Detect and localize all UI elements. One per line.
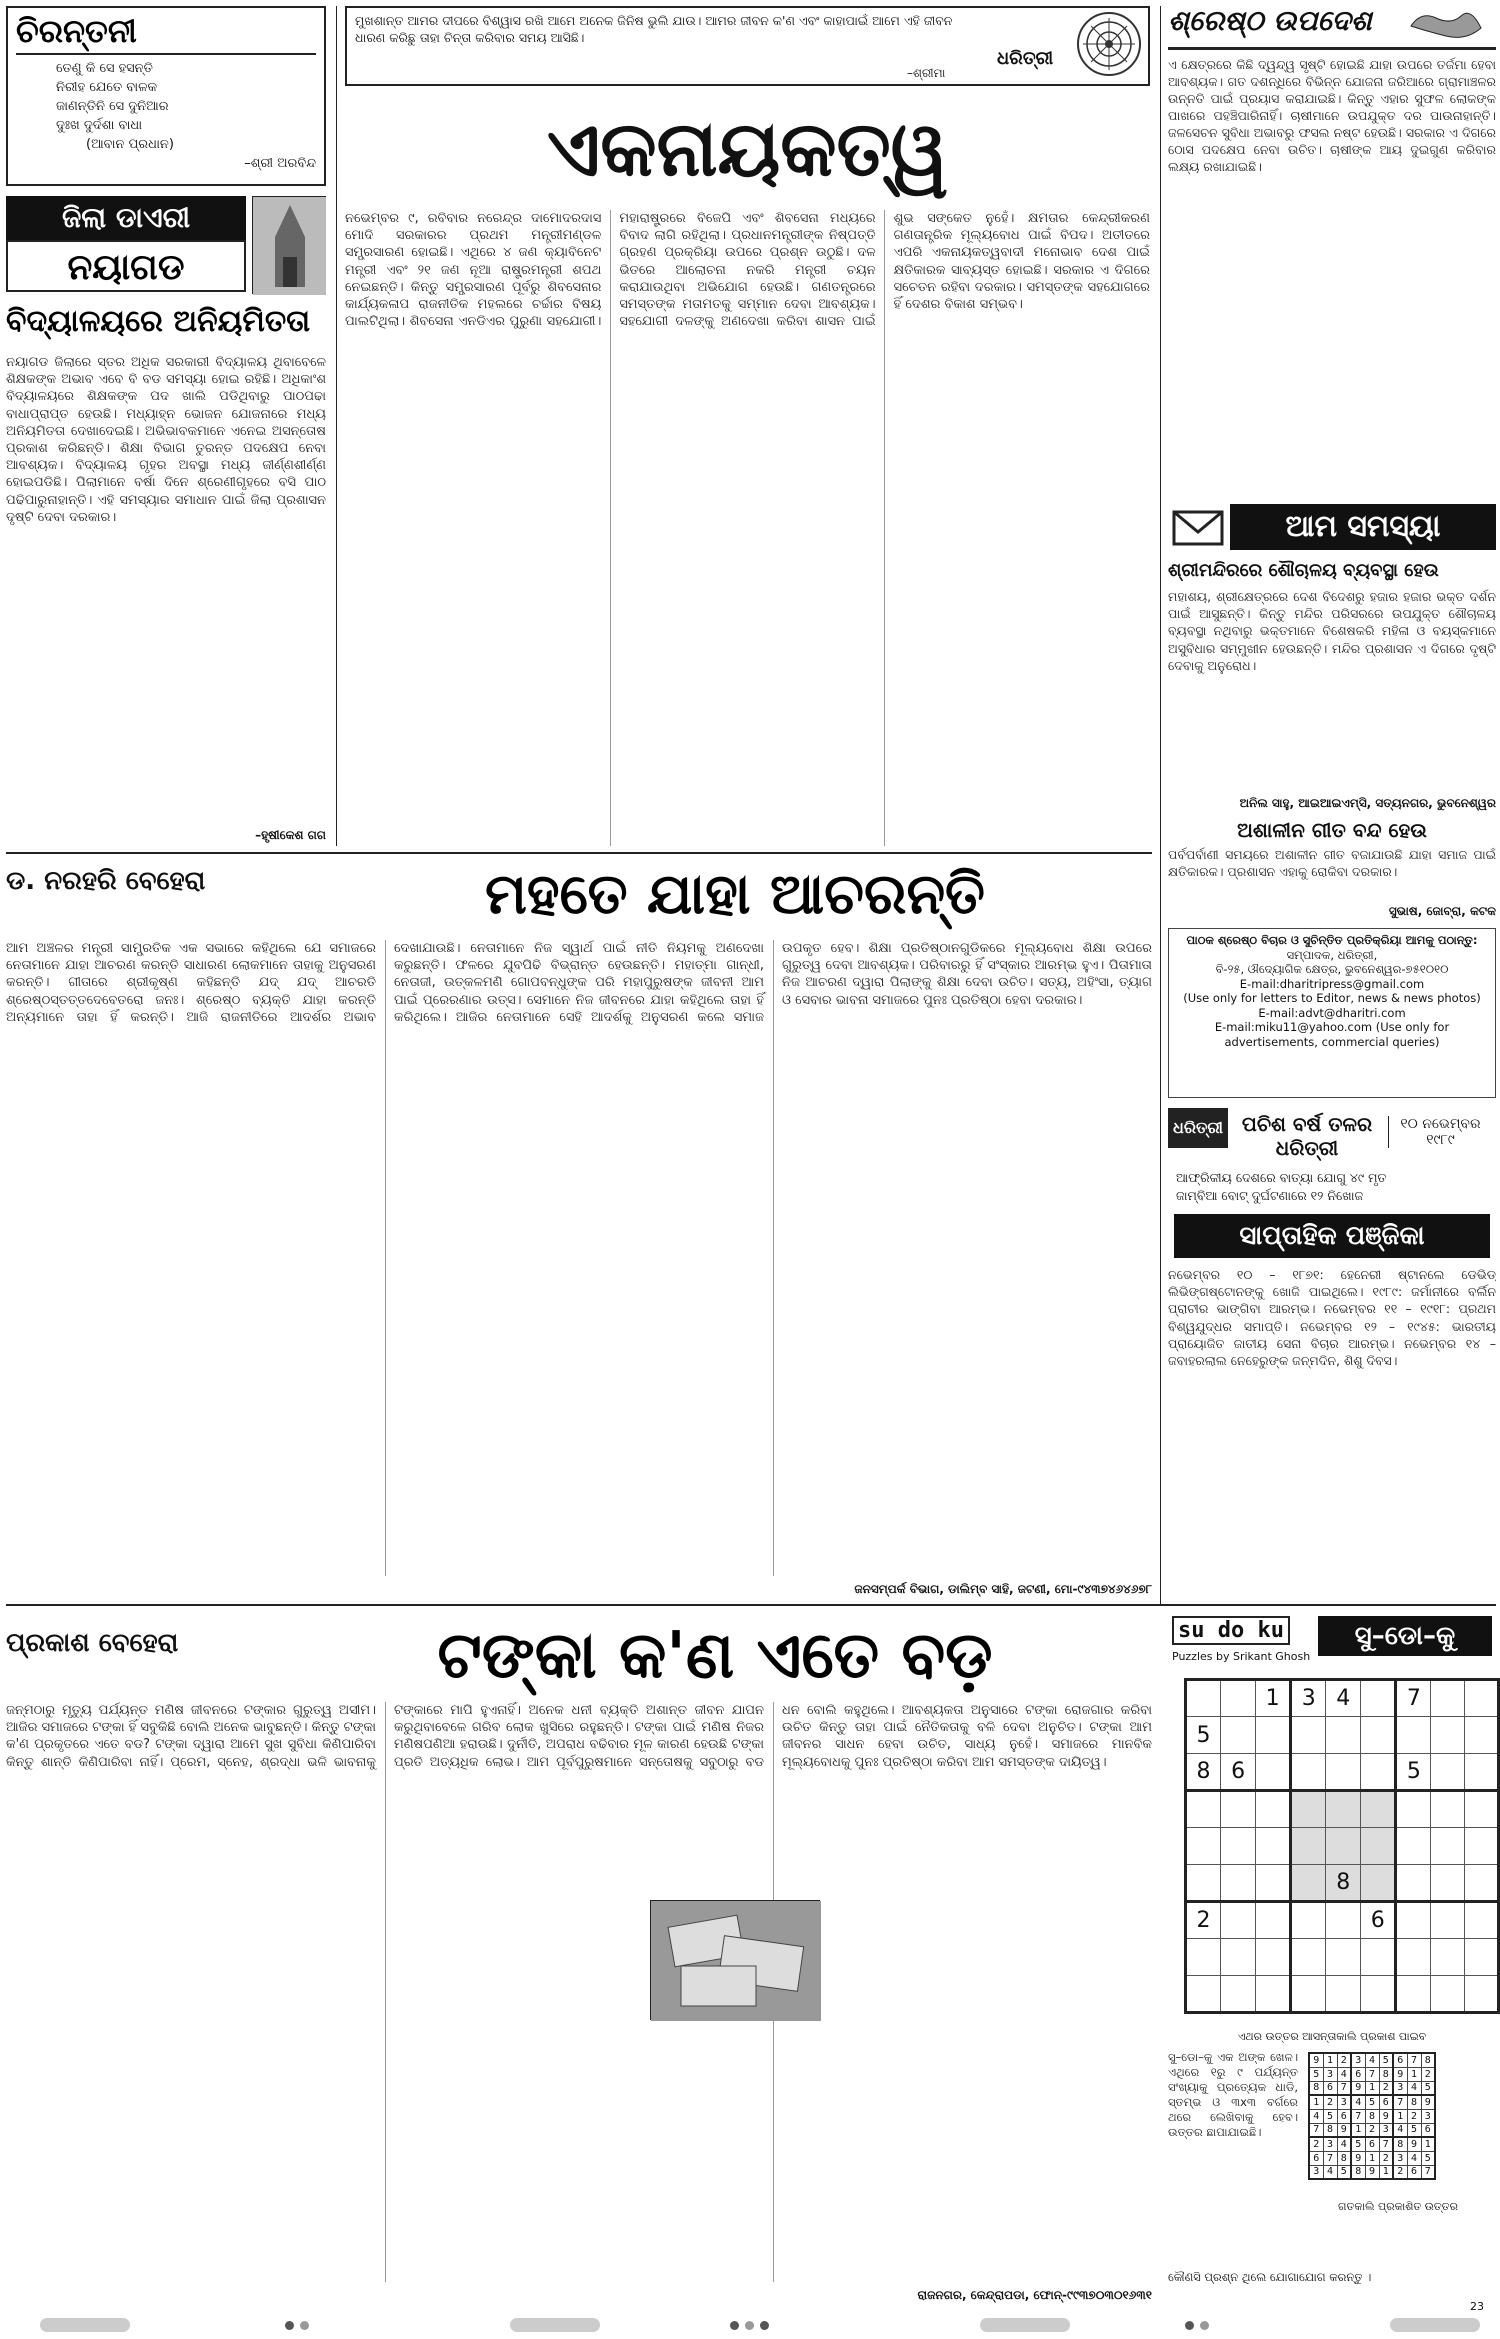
sudoku-solution-cell: 2: [1337, 2053, 1351, 2067]
sudoku-cell[interactable]: [1256, 1976, 1291, 2013]
sudoku-cell[interactable]: [1431, 1754, 1465, 1791]
sudoku-solution-cell: 7: [1351, 2109, 1365, 2123]
sudoku-solution-cell: 7: [1393, 2095, 1407, 2109]
sudoku-cell[interactable]: 4: [1326, 1680, 1361, 1717]
panjika-body: ନଭେମ୍ବର ୧୦ – ୧୮୭୧: ହେନେରୀ ଷ୍ଟାନଲେ ଡେଭିଡ୍ ଲିଭିଙ୍ଗଷ୍ଟୋନଙ୍କୁ ଖୋଜି ପାଇଥିଲେ। ୧୯୮୯: ଜର୍ମାନୀରେ ବର୍ଲିନ ପ୍ରାଚୀର ଭାଙ୍ଗିବା ଆରମ୍ଭ। ନଭେମ୍ବର ୧୧ – ୧୯୧୮: ପ୍ରଥମ ବିଶ୍ୱଯୁଦ୍ଧର ସମାପ୍ତି। ନଭେମ୍ବର ୧୨ – ୧୯୪୫: ଭାରତୀୟ ପ୍ରାୟୋଜିତ ଜାତୀୟ ସେନା ବିଚାର ଆରମ୍ଭ। ନଭେମ୍ବର ୧୪ – ଜବାହରଲାଲ ନେହେରୁଙ୍କ ଜନ୍ମଦିନ, ଶିଶୁ ଦିବସ।: [1168, 1267, 1496, 1369]
sudoku-credit: Puzzles by Srikant Ghosh: [1172, 1650, 1311, 1663]
sudoku-cell[interactable]: [1186, 1939, 1221, 1976]
sudoku-solution-cell: 3: [1379, 2123, 1393, 2137]
sudoku-cell[interactable]: 6: [1361, 1902, 1396, 1939]
sudoku-cell[interactable]: 5: [1396, 1754, 1431, 1791]
sudoku-cell[interactable]: [1396, 1976, 1431, 2013]
sudoku-cell[interactable]: [1431, 1828, 1465, 1865]
opinion-title: ଶ୍ରେଷ୍ଠ ଉପଦେଶ: [1168, 4, 1372, 37]
sudoku-sol-caption: ଗତକାଲି ପ୍ରକାଶିତ ଉତ୍ତର: [1338, 2200, 1458, 2213]
sudoku-cell[interactable]: [1396, 1939, 1431, 1976]
sudoku-solution-cell: 9: [1337, 2123, 1351, 2137]
poem-line: ନିରୀହ ଯେତେ ବାଳକ: [56, 80, 158, 95]
sudoku-cell[interactable]: [1326, 1791, 1361, 1828]
sudoku-logo-odia: ସୁ–ଡୋ–କୁ: [1318, 1616, 1492, 1656]
sudoku-cell[interactable]: [1291, 1976, 1326, 2013]
page-number: 23: [1470, 2300, 1484, 2313]
sudoku-cell[interactable]: [1465, 1828, 1499, 1865]
page-decor: [745, 2321, 754, 2330]
sudoku-solution-cell: 2: [1379, 2081, 1393, 2095]
sudoku-solution-cell: 5: [1309, 2067, 1323, 2081]
sudoku-cell[interactable]: [1465, 1976, 1499, 2013]
sudoku-solution-cell: 3: [1421, 2109, 1435, 2123]
contact-email[interactable]: E-mail:dharitripress@gmail.com: [1239, 976, 1425, 991]
poem-line: ଦୁଃଖ ଦୁର୍ଦଶା ବାଧା: [56, 118, 143, 133]
sudoku-solution-cell: 4: [1337, 2137, 1351, 2151]
sudoku-solution-cell: 7: [1323, 2151, 1337, 2165]
sudoku-solution-cell: 3: [1393, 2081, 1407, 2095]
sudoku-solution-cell: 1: [1393, 2109, 1407, 2123]
sudoku-solution-cell: 3: [1323, 2137, 1337, 2151]
sudoku-solution-cell: 1: [1309, 2095, 1323, 2109]
dist-diary-box: [6, 196, 326, 296]
dist-diary-label: ଜିଲା ଡାଏରୀ: [6, 196, 246, 240]
sudoku-cell[interactable]: [1465, 1902, 1499, 1939]
sudoku-cell[interactable]: [1361, 1791, 1396, 1828]
sudoku-solution-cell: 4: [1351, 2095, 1365, 2109]
sudoku-solution-cell: 1: [1421, 2137, 1435, 2151]
sudoku-cell[interactable]: [1465, 1680, 1499, 1717]
sudoku-header: [1168, 1612, 1496, 1672]
sudoku-cell[interactable]: [1186, 1828, 1221, 1865]
sudoku-cell[interactable]: 5: [1186, 1717, 1221, 1754]
contact-box: [1168, 928, 1496, 1098]
sudoku-solution-cell: 5: [1365, 2095, 1379, 2109]
contact-line: ପାଠକ ଶ୍ରେଷ୍ଠ ବିଚାର ଓ ସୁଚିନ୍ତିତ ପ୍ରତିକ୍ରିୟା ଆମକୁ ପଠାନ୍ତୁ:: [1186, 933, 1478, 947]
sudoku-cell[interactable]: [1361, 1754, 1396, 1791]
sudoku-solution-cell: 9: [1351, 2081, 1365, 2095]
sudoku-cell[interactable]: 3: [1291, 1680, 1326, 1717]
sudoku-cell[interactable]: [1465, 1754, 1499, 1791]
sudoku-cell[interactable]: [1221, 1680, 1256, 1717]
sudoku-solution-cell: 2: [1309, 2137, 1323, 2151]
article1-headline: ବିଦ୍ୟାଳୟରେ ଅନିୟମିତତା: [6, 304, 311, 339]
page-decor: [1200, 2321, 1209, 2330]
sudoku-solution-cell: 7: [1337, 2081, 1351, 2095]
sudoku-cell[interactable]: 8: [1326, 1865, 1361, 1902]
sudoku-cell[interactable]: [1431, 1939, 1465, 1976]
sudoku-cell[interactable]: [1431, 1680, 1465, 1717]
chirantani-author: –ଶ୍ରୀ ଅରବିନ୍ଦ: [244, 156, 316, 171]
sudoku-cell[interactable]: [1396, 1902, 1431, 1939]
sudoku-cell[interactable]: [1465, 1791, 1499, 1828]
sudoku-cell[interactable]: [1256, 1865, 1291, 1902]
sudoku-solution-cell: 1: [1365, 2081, 1379, 2095]
sudoku-cell[interactable]: [1361, 1939, 1396, 1976]
right-top-body: ଏ କ୍ଷେତ୍ରରେ କିଛି ଦ୍ୱନ୍ଦ୍ୱ ସୃଷ୍ଟି ହୋଇଛି ଯାହା ଉପରେ ତର୍ଜମା ହେବା ଆବଶ୍ୟକ। ଗତ ଦଶନ୍ଧିରେ ବିଭିନ୍ନ ଯୋଜନା ଜରିଆରେ ଗ୍ରାମାଞ୍ଚଳର ଉନ୍ନତି ପାଇଁ ପ୍ରୟାସ କରାଯାଇଛି। କିନ୍ତୁ ଏହାର ସୁଫଳ ଲୋକଙ୍କ ପାଖରେ ପହଞ୍ଚିପାରିନାହିଁ। ଚାଷୀମାନେ ଉପଯୁକ୍ତ ଦର ପାଉନାହାନ୍ତି। ଜଳସେଚନ ସୁବିଧା ଅଭାବରୁ ଫସଲ ନଷ୍ଟ ହେଉଛି। ସରକାର ଏ ଦିଗରେ ଠୋସ ପଦକ୍ଷେପ ନେବା ଉଚିତ। ଚାଷୀଙ୍କ ଆୟ ଦୁଇଗୁଣ କରିବାର ଲକ୍ଷ୍ୟ ରଖାଯାଇଛି।: [1168, 57, 1496, 174]
sudoku-cell[interactable]: [1326, 1828, 1361, 1865]
sudoku-solution-cell: 8: [1407, 2095, 1421, 2109]
twentyfive-logo: ଧରିତ୍ରୀ: [1168, 1108, 1228, 1148]
article2-headline: ମହତେ ଯାହା ଆଚରନ୍ତି: [485, 862, 985, 927]
sudoku-solution-cell: 2: [1421, 2067, 1435, 2081]
sudoku-solution-cell: 3: [1351, 2053, 1365, 2067]
page-decor: [1390, 2318, 1480, 2332]
sudoku-solution-cell: 2: [1407, 2109, 1421, 2123]
sudoku-solution-cell: 4: [1337, 2067, 1351, 2081]
sudoku-solution-cell: 8: [1365, 2109, 1379, 2123]
sudoku-cell[interactable]: [1361, 1828, 1396, 1865]
article1-body: ନୟାଗଡ ଜିଲାରେ ସ୍ତର ଅଧିକ ସରକାରୀ ବିଦ୍ୟାଳୟ ଥିବାବେଳେ ଶିକ୍ଷକଙ୍କ ଅଭାବ ଏବେ ବି ବଡ ସମସ୍ୟା ହୋଇ ରହିଛି। ଅଧିକାଂଶ ବିଦ୍ୟାଳୟରେ ଶିକ୍ଷକଙ୍କ ପଦ ଖାଲି ପଡିଥିବାରୁ ପାଠପଢା ବାଧାପ୍ରାପ୍ତ ହେଉଛି। ମଧ୍ୟାହ୍ନ ଭୋଜନ ଯୋଜନାରେ ମଧ୍ୟ ଅନିୟମିତତା ଦେଖାଦେଇଛି। ଅଭିଭାବକମାନେ ଏନେଇ ଅସନ୍ତୋଷ ପ୍ରକାଶ କରିଛନ୍ତି। ଶିକ୍ଷା ବିଭାଗ ତୁରନ୍ତ ପଦକ୍ଷେପ ନେବା ଆବଶ୍ୟକ। ବିଦ୍ୟାଳୟ ଗୃହର ଅବସ୍ଥା ମଧ୍ୟ ଜୀର୍ଣ୍ଣଶୀର୍ଣ୍ଣ ହୋଇପଡିଛି। ପିଲାମାନେ ବର୍ଷା ଦିନେ ଶ୍ରେଣୀଗୃହରେ ବସି ପାଠ ପଢିପାରୁନାହାନ୍ତି। ଏହି ସମସ୍ୟାର ସମାଧାନ ପାଇଁ ଜିଲା ପ୍ରଶାସନ ଦୃଷ୍ଟି ଦେବା ଦରକାର।: [6, 355, 326, 525]
article2-author: ଡ. ନରହରି ବେହେରା: [6, 866, 206, 896]
chirantani-box: [6, 6, 326, 186]
poem-line: ଜାଣନ୍ତିନି ସେ ଦୁନିଆର: [56, 99, 169, 114]
sudoku-cell[interactable]: [1186, 1680, 1221, 1717]
dharitri-logo-small: ଧରିତ୍ରୀ: [997, 48, 1054, 69]
sudoku-solution-cell: 3: [1323, 2067, 1337, 2081]
sudoku-cell[interactable]: 8: [1186, 1754, 1221, 1791]
sudoku-solution-cell: 9: [1309, 2053, 1323, 2067]
sudoku-solution-cell: 5: [1407, 2123, 1421, 2137]
letter1-body: ମହାଶୟ, ଶ୍ରୀକ୍ଷେତ୍ରରେ ଦେଶ ବିଦେଶରୁ ହଜାର ହଜାର ଭକ୍ତ ଦର୍ଶନ ପାଇଁ ଆସୁଛନ୍ତି। କିନ୍ତୁ ମନ୍ଦିର ପରିସରରେ ଉପଯୁକ୍ତ ଶୌଚାଳୟ ବ୍ୟବସ୍ଥା ନଥିବାରୁ ଭକ୍ତମାନେ ବିଶେଷକରି ମହିଳା ଓ ବୟସ୍କମାନେ ଅସୁବିଧାର ସମ୍ମୁଖୀନ ହେଉଛନ୍ତି। ମନ୍ଦିର ପ୍ରଶାସନ ଏ ଦିଗରେ ଦୃଷ୍ଟି ଦେବାକୁ ଅନୁରୋଧ।: [1168, 589, 1496, 673]
page-decor: [510, 2318, 600, 2332]
letters-banner-label: ଆମ ସମସ୍ୟା: [1230, 504, 1496, 550]
sudoku-cell[interactable]: [1291, 1791, 1326, 1828]
sudoku-solution-cell: 8: [1323, 2123, 1337, 2137]
letter2-byline: ସୁଭାଷ, ଜୋବ୍ରା, କଟକ: [1388, 904, 1496, 918]
sudoku-note: କୌଣସି ପ୍ରଶ୍ନ ଥିଲେ ଯୋଗାଯୋଗ କରନ୍ତୁ ।: [1168, 2270, 1372, 2284]
sudoku-solution-cell: 9: [1379, 2109, 1393, 2123]
sudoku-solution-cell: 1: [1407, 2067, 1421, 2081]
section-divider: [6, 1604, 1496, 1606]
sudoku-cell[interactable]: [1291, 1717, 1326, 1754]
sudoku-solution-cell: 4: [1407, 2081, 1421, 2095]
sudoku-solution-cell: 8: [1421, 2053, 1435, 2067]
sudoku-solution-cell: 6: [1379, 2095, 1393, 2109]
sudoku-cell[interactable]: [1186, 1976, 1221, 2013]
opinion-header: [1168, 4, 1496, 50]
article2-body: ଆମ ଅଞ୍ଚଳର ମନ୍ତ୍ରୀ ସାମ୍ପ୍ରତିକ ଏକ ସଭାରେ କହିଥିଲେ ଯେ ସମାଜରେ ନେତାମାନେ ଯାହା ଆଚରଣ କରନ୍ତି ସାଧାରଣ ଲୋକମାନେ ତାହାକୁ ଅନୁସରଣ କରନ୍ତି। ଗୀତାରେ ଶ୍ରୀକୃଷ୍ଣ କହିଛନ୍ତି ଯଦ୍ ଯଦ୍ ଆଚରତି ଶ୍ରେଷ୍ଠସ୍ତତ୍ତଦେବେତରୋ ଜନଃ। ଶ୍ରେଷ୍ଠ ବ୍ୟକ୍ତି ଯାହା କରନ୍ତି ଅନ୍ୟମାନେ ତାହା ହିଁ କରନ୍ତି। ଆଜି ରାଜନୀତିରେ ଆଦର୍ଶର ଅଭାବ ଦେଖାଯାଉଛି। ନେତାମାନେ ନିଜ ସ୍ୱାର୍ଥ ପାଇଁ ନୀତି ନିୟମକୁ ଅଣଦେଖା କରୁଛନ୍ତି। ଫଳରେ ଯୁବପିଢି ବିଭ୍ରାନ୍ତ ହେଉଛନ୍ତି। ମହାତ୍ମା ଗାନ୍ଧୀ, ନେତାଜୀ, ଉତ୍କଳମଣି ଗୋପବନ୍ଧୁଙ୍କ ପରି ମହାପୁରୁଷଙ୍କ ଜୀବନୀ ଆମ ପାଇଁ ପ୍ରେରଣାର ଉତ୍ସ। ସେମାନେ ନିଜ ଜୀବନରେ ଯାହା କହିଥିଲେ ତାହା ହିଁ କରିଥିଲେ। ଆଜିର ନେତାମାନେ ସେହି ଆଦର୍ଶକୁ ଅନୁସରଣ କଲେ ସମାଜ ଉପକୃତ ହେବ। ଶିକ୍ଷା ପ୍ରତିଷ୍ଠାନଗୁଡିକରେ ମୂଲ୍ୟବୋଧ ଶିକ୍ଷା ଉପରେ ଗୁରୁତ୍ୱ ଦେବା ଆବଶ୍ୟକ। ପରିବାରରୁ ହିଁ ସଂସ୍କାର ଆରମ୍ଭ ହୁଏ। ପିତାମାତା ନିଜ ଆଚରଣ ଦ୍ୱାରା ପିଲାଙ୍କୁ ଶିକ୍ଷା ଦେବା ଉଚିତ। ସତ୍ୟ, ଅହିଂସା, ତ୍ୟାଗ ଓ ସେବାର ଭାବନା ସମାଜରେ ପୁନଃ ପ୍ରତିଷ୍ଠା ହେବା ଦରକାର।: [6, 941, 1152, 1025]
sudoku-solution-cell: 7: [1407, 2053, 1421, 2067]
sudoku-solution: [1308, 2052, 1436, 2180]
sudoku-solution-cell: 1: [1351, 2123, 1365, 2137]
article3-body: ଜନ୍ମଠାରୁ ମୃତ୍ୟୁ ପର୍ଯ୍ୟନ୍ତ ମଣିଷ ଜୀବନରେ ଟଙ୍କାର ଗୁରୁତ୍ୱ ଅସୀମ। ଆଜିର ସମାଜରେ ଟଙ୍କା ହିଁ ସବୁକିଛି ବୋଲି ଅନେକ ଭାବୁଛନ୍ତି। କିନ୍ତୁ ଟଙ୍କା କ'ଣ ପ୍ରକୃତରେ ଏତେ ବଡ? ଟଙ୍କା ଦ୍ୱାରା ଆମେ ସୁଖ ସୁବିଧା କିଣିପାରିବା କିନ୍ତୁ ଶାନ୍ତି କିଣିପାରିବା ନାହିଁ। ପ୍ରେମ, ସ୍ନେହ, ଶ୍ରଦ୍ଧା ଭଳି ଭାବନାକୁ ଟଙ୍କାରେ ମାପି ହୁଏନାହିଁ। ଅନେକ ଧନୀ ବ୍ୟକ୍ତି ଅଶାନ୍ତ ଜୀବନ ଯାପନ କରୁଥିବାବେଳେ ଗରିବ ଲୋକ ଖୁସିରେ ରହୁଛନ୍ତି। ଟଙ୍କା ପାଇଁ ମଣିଷ ନିଜର ମଣିଷପଣିଆ ହରାଉଛି। ଦୁର୍ନୀତି, ଅପରାଧ ବଢିବାର ମୂଳ କାରଣ ହେଉଛି ଟଙ୍କା ପ୍ରତି ଅତ୍ୟଧିକ ଲୋଭ। ଆମ ପୂର୍ବପୁରୁଷମାନେ ସନ୍ତୋଷକୁ ସବୁଠାରୁ ବଡ ଧନ ବୋଲି କହୁଥିଲେ। ଆବଶ୍ୟକତା ଅନୁସାରେ ଟଙ୍କା ରୋଜଗାର କରିବା ଉଚିତ କିନ୍ତୁ ତାହା ପାଇଁ ନୈତିକତାକୁ ବଳି ଦେବା ଅନୁଚିତ। ଟଙ୍କା ଆମ ଜୀବନର ସାଧନ ହେବା ଉଚିତ, ସାଧ୍ୟ ନୁହେଁ। ସମାଜରେ ମାନବିକ ମୂଲ୍ୟବୋଧକୁ ପୁନଃ ପ୍ରତିଷ୍ଠା କରିବା ଆମ ସମସ୍ତଙ୍କ ଦାୟିତ୍ୱ।: [6, 1703, 1152, 1770]
sudoku-cell[interactable]: [1431, 1717, 1465, 1754]
sudoku-solution-cell: 6: [1393, 2053, 1407, 2067]
article3-author: ପ୍ରକାଶ ବେହେରା: [6, 1628, 179, 1658]
sudoku-solution-cell: 6: [1337, 2109, 1351, 2123]
contact-email[interactable]: E-mail:miku11@yahoo.com (Use only for advertisements, commercial queries): [1214, 1020, 1450, 1049]
article2-byline: ଜନସମ୍ପର୍କ ବିଭାଗ, ଡାଲିମ୍ବ ସାହି, ଜଟଣୀ, ମୋ-୯୪୩୭୪୬୪୬୭୮: [854, 1582, 1152, 1596]
sudoku-cell[interactable]: [1361, 1717, 1396, 1754]
sudoku-cell[interactable]: [1465, 1717, 1499, 1754]
sudoku-cell[interactable]: [1256, 1902, 1291, 1939]
sudoku-solution-cell: 1: [1365, 2151, 1379, 2165]
page-decor: [300, 2321, 309, 2330]
sudoku-solution-cell: 8: [1393, 2137, 1407, 2151]
sudoku-solution-cell: 9: [1393, 2067, 1407, 2081]
sudoku-solution-cell: 6: [1365, 2137, 1379, 2151]
letter1-title: ଶ୍ରୀମନ୍ଦିରରେ ଶୌଚାଳୟ ବ୍ୟବସ୍ଥା ହେଉ: [1168, 560, 1439, 581]
col-divider: [336, 6, 337, 846]
sudoku-solution-cell: 1: [1323, 2053, 1337, 2067]
sudoku-solution-cell: 4: [1323, 2165, 1337, 2179]
sudoku-cell[interactable]: [1361, 1976, 1396, 2013]
twentyfive-item: ଆଫ୍ରିକୀୟ ଦେଶରେ ବାତ୍ୟା ଯୋଗୁ ୪୯ ମୃତ: [1176, 1170, 1387, 1185]
sudoku-solution-cell: 5: [1351, 2137, 1365, 2151]
sudoku-cell[interactable]: [1431, 1791, 1465, 1828]
sudoku-cell[interactable]: [1256, 1939, 1291, 1976]
sudoku-cell[interactable]: [1256, 1754, 1291, 1791]
sudoku-solution-cell: 4: [1407, 2151, 1421, 2165]
sudoku-cell[interactable]: [1396, 1791, 1431, 1828]
twentyfive-box: [1168, 1108, 1496, 1208]
sudoku-solution-cell: 5: [1421, 2081, 1435, 2095]
page-decor: [1185, 2321, 1194, 2330]
sudoku-cell[interactable]: [1396, 1865, 1431, 1902]
sudoku-solution-cell: 8: [1337, 2151, 1351, 2165]
poem-line: (ଆବାନ ପ୍ରଧାନ): [86, 137, 174, 152]
poem-line: ତେଣୁ କି ସେ ହସନ୍ତି: [56, 61, 153, 76]
sudoku-cell[interactable]: [1186, 1791, 1221, 1828]
top-quote-banner: [345, 6, 1150, 86]
panjika-banner: ସାପ୍ତାହିକ ପଞ୍ଜିକା: [1174, 1214, 1490, 1258]
sudoku-cell[interactable]: [1465, 1939, 1499, 1976]
sudoku-solution-cell: 6: [1421, 2123, 1435, 2137]
sudoku-caption: ଏଥର ଉତ୍ତର ଆସନ୍ତାକାଲି ପ୍ରକାଶ ପାଇବ: [1237, 2030, 1427, 2043]
sudoku-cell[interactable]: [1186, 1865, 1221, 1902]
contact-line: ସମ୍ପାଦକ, ଧରିତ୍ରୀ,: [1286, 947, 1378, 962]
sudoku-cell[interactable]: [1396, 1828, 1431, 1865]
sudoku-solution-cell: 2: [1379, 2151, 1393, 2165]
sudoku-cell[interactable]: [1326, 1717, 1361, 1754]
sudoku-cell[interactable]: [1326, 1976, 1361, 2013]
sudoku-solution-cell: 7: [1309, 2123, 1323, 2137]
sudoku-solution-cell: 5: [1337, 2165, 1351, 2179]
article1-byline: –ହୃଷୀକେଶ ଗଗ: [255, 828, 326, 842]
sudoku-cell[interactable]: [1221, 1717, 1256, 1754]
article3-headline: ଟଙ୍କା କ'ଣ ଏତେ ବଡ଼: [437, 1619, 993, 1693]
sudoku-solution-cell: 4: [1365, 2053, 1379, 2067]
sudoku-rules: ସୁ–ଡୋ–କୁ ଏକ ଅଙ୍କ ଖେଳ। ଏଥିରେ ୧ରୁ ୯ ପର୍ଯ୍ୟନ୍ତ ସଂଖ୍ୟାକୁ ପ୍ରତ୍ୟେକ ଧାଡି, ସ୍ତମ୍ଭ ଓ ୩x୩ ବର୍ଗରେ ଥରେ ଲେଖିବାକୁ ହେବ। ଉତ୍ତର ଛାପାଯାଇଛି।: [1168, 2050, 1298, 2139]
sudoku-solution-cell: 7: [1379, 2137, 1393, 2151]
currency-photo: [650, 1900, 820, 2020]
sudoku-solution-cell: 2: [1365, 2123, 1379, 2137]
sudoku-cell[interactable]: 6: [1221, 1754, 1256, 1791]
section-divider: [6, 852, 1152, 854]
sudoku-cell[interactable]: [1326, 1902, 1361, 1939]
sudoku-cell[interactable]: 2: [1186, 1902, 1221, 1939]
sudoku-solution-cell: 4: [1393, 2123, 1407, 2137]
article3-byline: ରାଜନଗର, କେନ୍ଦ୍ରାପଡା, ଫୋନ୍-୯୯୩୭୦୩୦୧୬୩୧: [917, 2288, 1152, 2302]
sudoku-solution-cell: 8: [1309, 2081, 1323, 2095]
sudoku-cell[interactable]: [1291, 1902, 1326, 1939]
sudoku-solution-cell: 8: [1379, 2067, 1393, 2081]
temple-photo: [252, 196, 326, 294]
sudoku-solution-cell: 3: [1309, 2165, 1323, 2179]
sudoku-cell[interactable]: [1221, 1791, 1256, 1828]
sudoku-solution-cell: 9: [1407, 2137, 1421, 2151]
sudoku-solution-cell: 9: [1421, 2095, 1435, 2109]
sudoku-cell[interactable]: [1431, 1976, 1465, 2013]
map-icon: [1406, 6, 1486, 46]
sudoku-cell[interactable]: [1221, 1865, 1256, 1902]
dist-diary-place: ନୟାଗଡ: [6, 240, 246, 292]
sudoku-solution-cell: 9: [1351, 2151, 1365, 2165]
letter1-byline: ଅନିଲ ସାହୁ, ଆଇଆଇଏମ୍‌ସି, ସତ୍ୟନଗର, ଭୁବନେଶ୍ୱର: [1239, 796, 1496, 810]
chirantani-title: ଚିରନ୍ତନୀ: [16, 12, 316, 55]
twentyfive-date: ୧୦ ନଭେମ୍ବର ୧୯୮୯: [1388, 1116, 1492, 1148]
editorial-headline: ଏକନାୟକତ୍ୱ: [546, 104, 949, 193]
sudoku-cell[interactable]: [1291, 1939, 1326, 1976]
chirantani-poem: [16, 59, 316, 154]
sudoku-cell[interactable]: [1326, 1754, 1361, 1791]
page-decor: [285, 2321, 294, 2330]
twentyfive-item: ଜାମ୍ବିଆ ବୋଟ୍ ଦୁର୍ଘଟଣାରେ ୧୨ ନିଖୋଜ: [1176, 1188, 1364, 1203]
sudoku-solution-cell: 2: [1393, 2165, 1407, 2179]
sudoku-solution-cell: 3: [1337, 2095, 1351, 2109]
sudoku-cell[interactable]: [1256, 1717, 1291, 1754]
sudoku-solution-cell: 8: [1351, 2165, 1365, 2179]
sudoku-cell[interactable]: [1256, 1828, 1291, 1865]
sudoku-cell[interactable]: [1221, 1939, 1256, 1976]
editorial-body: ନଭେମ୍ବର ୯, ରବିବାର ନରେନ୍ଦ୍ର ଦାମୋଦରଦାସ ମୋଦି ସରକାରର ପ୍ରଥମ ମନ୍ତ୍ରୀମଣ୍ଡଳ ସମ୍ପ୍ରସାରଣ ହୋଇଛି। ଏଥିରେ ୪ ଜଣ କ୍ୟାବିନେଟ ମନ୍ତ୍ରୀ ଏବଂ ୨୧ ଜଣ ନୂଆ ରାଷ୍ଟ୍ରମନ୍ତ୍ରୀ ଶପଥ ନେଇଛନ୍ତି। କିନ୍ତୁ ସମ୍ପ୍ରସାରଣ ପୂର୍ବରୁ ଶିବସେନାର କାର୍ଯ୍ୟକଳାପ ରାଜନୀତିକ ମହଲରେ ଚର୍ଚ୍ଚାର ବିଷୟ ପାଲଟିଥିଲା। ଶିବସେନା ଏନଡିଏର ପୁରୁଣା ସହଯୋଗୀ। ମହାରାଷ୍ଟ୍ରରେ ବିଜେପି ଏବଂ ଶିବସେନା ମଧ୍ୟରେ ବିବାଦ ଲାଗି ରହିଥିଲା। ପ୍ରଧାନମନ୍ତ୍ରୀଙ୍କ ନିଷ୍ପତ୍ତି ଗ୍ରହଣ ପ୍ରକ୍ରିୟା ଉପରେ ପ୍ରଶ୍ନ ଉଠୁଛି। ଦଳ ଭିତରେ ଆଲୋଚନା ନକରି ମନ୍ତ୍ରୀ ଚୟନ କରାଯାଉଥିବା ଅଭିଯୋଗ ହେଉଛି। ଗଣତନ୍ତ୍ରରେ ସମସ୍ତଙ୍କ ମତାମତକୁ ସମ୍ମାନ ଦେବା ଆବଶ୍ୟକ। ସହଯୋଗୀ ଦଳଙ୍କୁ ଅଣଦେଖା କରିବା ଶାସନ ପାଇଁ ଶୁଭ ସଙ୍କେତ ନୁହେଁ। କ୍ଷମତାର କେନ୍ଦ୍ରୀକରଣ ଗଣତାନ୍ତ୍ରିକ ମୂଲ୍ୟବୋଧ ପାଇଁ ବିପଦ। ଅତୀତରେ ଏପରି ଏକନାୟକତ୍ୱବାଦୀ ମନୋଭାବ ଦେଶ ପାଇଁ କ୍ଷତିକାରକ ସାବ୍ୟସ୍ତ ହୋଇଛି। ସରକାର ଏ ଦିଗରେ ସଚେତନ ରହିବା ଦରକାର। ସମସ୍ତଙ୍କ ସହଯୋଗରେ ହିଁ ଦେଶର ବିକାଶ ସମ୍ଭବ।: [345, 211, 1150, 330]
sudoku-cell[interactable]: [1396, 1717, 1431, 1754]
sudoku-solution-cell: 3: [1393, 2151, 1407, 2165]
sudoku-solution-cell: 4: [1309, 2109, 1323, 2123]
sudoku-cell[interactable]: [1291, 1865, 1326, 1902]
sudoku-solution-cell: 1: [1379, 2165, 1393, 2179]
sudoku-cell[interactable]: [1221, 1828, 1256, 1865]
sudoku-cell[interactable]: [1361, 1865, 1396, 1902]
sudoku-solution-cell: 7: [1421, 2165, 1435, 2179]
page-decor: [40, 2318, 130, 2332]
page-decor: [760, 2321, 769, 2330]
sudoku-cell[interactable]: [1256, 1791, 1291, 1828]
sudoku-cell[interactable]: [1431, 1902, 1465, 1939]
contact-email[interactable]: E-mail:advt@dharitri.com: [1258, 1005, 1406, 1020]
sudoku-solution-cell: 6: [1407, 2165, 1421, 2179]
contact-line: ବି-୨୫, ଔଦ୍ୟୋଗିକ କ୍ଷେତ୍ର, ଭୁବନେଶ୍ୱର-୭୫୧୦୧୦: [1215, 962, 1449, 976]
sudoku-solution-cell: 6: [1309, 2151, 1323, 2165]
sudoku-cell[interactable]: [1465, 1865, 1499, 1902]
sudoku-cell[interactable]: [1326, 1939, 1361, 1976]
sudoku-solution-cell: 5: [1421, 2151, 1435, 2165]
letter2-title: ଅଶାଳୀନ ଗୀତ ବନ୍ଦ ହେଉ: [1237, 818, 1427, 842]
sudoku-cell[interactable]: 1: [1256, 1680, 1291, 1717]
quote-text: ମୁଖଶାନ୍ତ ଆମର ଦୀପରେ ବିଶ୍ୱାସ ରଖି ଆମେ ଅନେକ ଜିନିଷ ଭୁଲି ଯାଉ। ଆମର ଜୀବନ କ'ଣ ଏବଂ କାହାପାଇଁ ଆମେ ଏହି ଜୀବନ ଧାରଣ କରିଛୁ ତାହା ଚିନ୍ତା କରିବାର ସମୟ ଆସିଛି।: [355, 13, 953, 45]
page-decor: [730, 2321, 739, 2330]
twentyfive-label: ପଚିଶ ବର୍ଷ ତଳର ଧରିତ୍ରୀ: [1241, 1112, 1373, 1160]
sudoku-solution-cell: 6: [1351, 2067, 1365, 2081]
sudoku-logo: su do ku: [1172, 1616, 1290, 1645]
sudoku-solution-cell: 7: [1365, 2067, 1379, 2081]
quote-signature: –ଶ୍ରୀମା: [907, 66, 946, 80]
col-divider: [1160, 6, 1161, 1606]
sudoku-cell[interactable]: [1291, 1754, 1326, 1791]
sudoku-solution-cell: 5: [1323, 2109, 1337, 2123]
contact-line: (Use only for letters to Editor, news & news photos): [1183, 991, 1481, 1005]
sudoku-solution-cell: 6: [1323, 2081, 1337, 2095]
sudoku-cell[interactable]: 7: [1396, 1680, 1431, 1717]
envelope-icon: [1172, 508, 1224, 548]
sudoku-solution-cell: 5: [1379, 2053, 1393, 2067]
letters-banner: [1168, 504, 1496, 552]
sudoku-grid[interactable]: [1184, 1678, 1500, 2014]
page-decor: [980, 2318, 1070, 2332]
sudoku-cell[interactable]: [1431, 1865, 1465, 1902]
sudoku-cell[interactable]: [1291, 1828, 1326, 1865]
sudoku-cell[interactable]: [1221, 1902, 1256, 1939]
sudoku-cell[interactable]: [1221, 1976, 1256, 2013]
sudoku-solution-cell: 9: [1365, 2165, 1379, 2179]
sudoku-solution-cell: 2: [1323, 2095, 1337, 2109]
mandala-icon: [1077, 12, 1141, 76]
letter2-body: ପର୍ବପର୍ବାଣୀ ସମୟରେ ଅଶାଳୀନ ଗୀତ ବଜାଯାଉଛି ଯାହା ସମାଜ ପାଇଁ କ୍ଷତିକାରକ। ପ୍ରଶାସନ ଏହାକୁ ରୋକିବା ଦରକାର।: [1168, 847, 1496, 880]
sudoku-cell[interactable]: [1361, 1680, 1396, 1717]
